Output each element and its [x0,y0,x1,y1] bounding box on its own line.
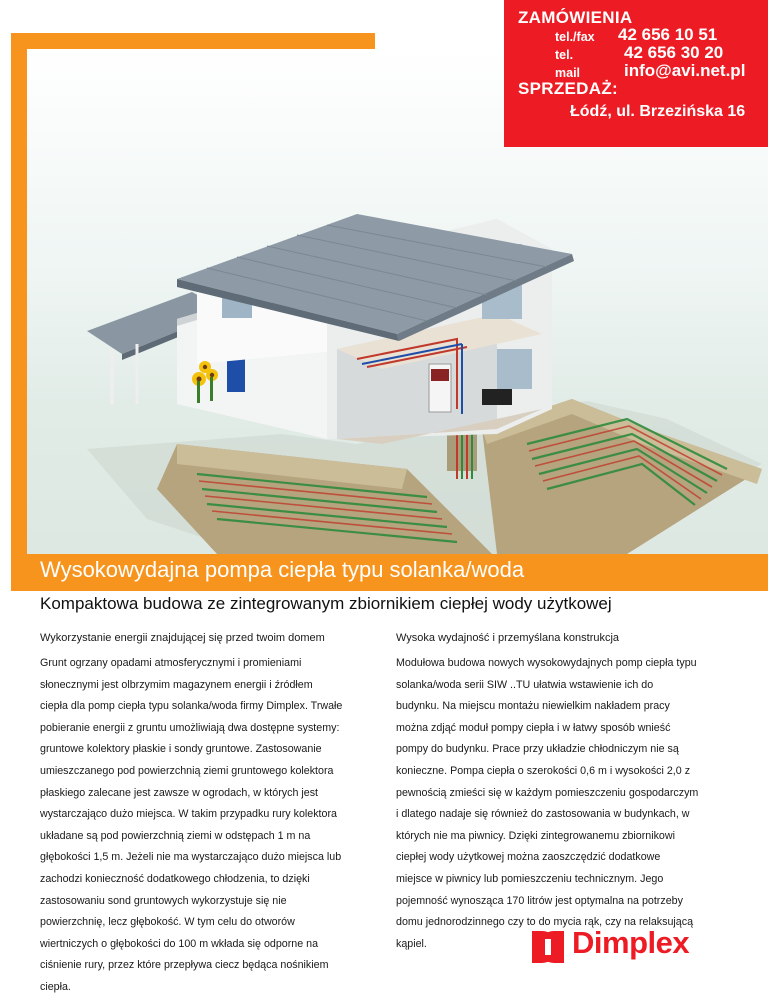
text-line: układane są pod powierzchnią ziemi w odstępach 1 m na [40,829,311,842]
text-line: powierzchnię, lecz głębokość. W tym celu do otworów [40,916,295,929]
text-line: solanka/woda serii SIW ..TU ułatwia wstawienie ich do [396,678,654,691]
tel-label: tel. [555,48,574,62]
text-line: kąpiel. [396,937,427,950]
tel-value: 42 656 30 20 [624,43,724,62]
text-line: głębokości 1,5 m. Jeżeli nie ma wystarczająco dużo miejsca lub [40,851,342,864]
text-line: ciśnienie rury, przez które przepływa ciecz będąca nośnikiem [40,959,329,972]
dimplex-logo-icon [528,927,568,967]
text-line: gruntowe kolektory płaskie i sondy gruntowe. Zastosowanie [40,743,322,756]
text-line: domu jednorodzinnego czy to do mycia rąk, czy na relaksującą [396,916,694,929]
dimplex-logo-text: Dimplex [572,925,690,960]
left-heading: Wykorzystanie energii znajdującej się przed twoim domem [40,632,325,644]
text-line: ciepła. [40,980,71,993]
text-line: słonecznymi jest olbrzymim magazynem energii i źródłem [40,678,313,691]
text-line: ciepła dla pomp ciepła typu solanka/woda firmy Dimplex. Trwałe [40,700,343,713]
order-title: ZAMÓWIENIA [518,8,633,27]
text-line: miejsce w piwnicy lub pomieszczeniu technicznym. Jego [396,872,664,885]
text-line: pewnością zmieści się w każdym pomieszczeniu gospodarczym [396,786,699,799]
left-column [40,630,376,999]
right-heading: Wysoka wydajność i przemyślana konstrukcja [396,632,620,644]
mail-label: mail [555,66,581,80]
text-line: konieczne. Pompa ciepła o szerokości 0,6 m i wysokości 2,0 z [396,764,691,777]
text-line: zastosowaniu sond gruntowych wykorzystuje się nie [40,894,287,907]
right-column [396,630,736,955]
text-line: Modułowa budowa nowych wysokowydajnych pomp ciepła typu [396,657,697,669]
text-line: Grunt ogrzany opadami atmosferycznymi i promieniami [40,657,302,669]
mail-value: info@avi.net.pl [624,61,746,80]
text-line: zachodzi konieczność dodatkowego chłodzenia, to dzięki [40,872,310,885]
text-line: pobieranie energii z gruntu umożliwiają dwa dostępne systemy: [40,721,340,734]
tel-fax-value: 42 656 10 51 [618,25,718,44]
text-line: i dlatego nadaje się również do zastosowania w budynkach, w [396,808,690,821]
orange-frame-top [11,33,375,49]
order-contact-box [504,0,768,147]
tel-fax-label: tel./fax [555,30,595,44]
sales-address: Łódź, ul. Brzezińska 16 [570,103,746,120]
text-line: umieszczanego pod powierzchnią ziemi gruntowego kolektora [40,764,334,777]
page-title: Wysokowydajna pompa ciepła typu solanka/woda [40,557,525,582]
orange-frame-left [11,33,27,591]
text-line: wystarczająco dużo miejsca. W takim przypadku rury kolektora [40,808,337,821]
sales-title: SPRZEDAŻ: [518,79,618,98]
text-line: pompy do budynku. Prace przy układzie chłodniczym nie są [396,743,679,756]
text-line: wiertniczych o głębokości do 100 m wkłada się odporne na [40,937,319,950]
dimplex-logo [528,925,728,969]
text-line: których nie ma piwnicy. Dzięki zintegrowanemu zbiornikowi [396,829,675,842]
text-line: płaskiego zalecane jest zawsze w ogrodach, w których jest [40,786,319,799]
page-subtitle: Kompaktowa budowa ze zintegrowanym zbiornikiem ciepłej wody użytkowej [40,594,612,613]
text-line: pojemność wynosząca 170 litrów jest optymalna na potrzeby [396,894,683,907]
text-line: można zdjąć moduł pompy ciepła i w łatwy sposób wnieść [396,721,671,734]
text-line: ciepłej wody użytkowej można zaoszczędzić dodatkowe [396,851,661,864]
text-line: budynku. Na miejscu montażu niewielkim nakładem pracy [396,700,670,713]
